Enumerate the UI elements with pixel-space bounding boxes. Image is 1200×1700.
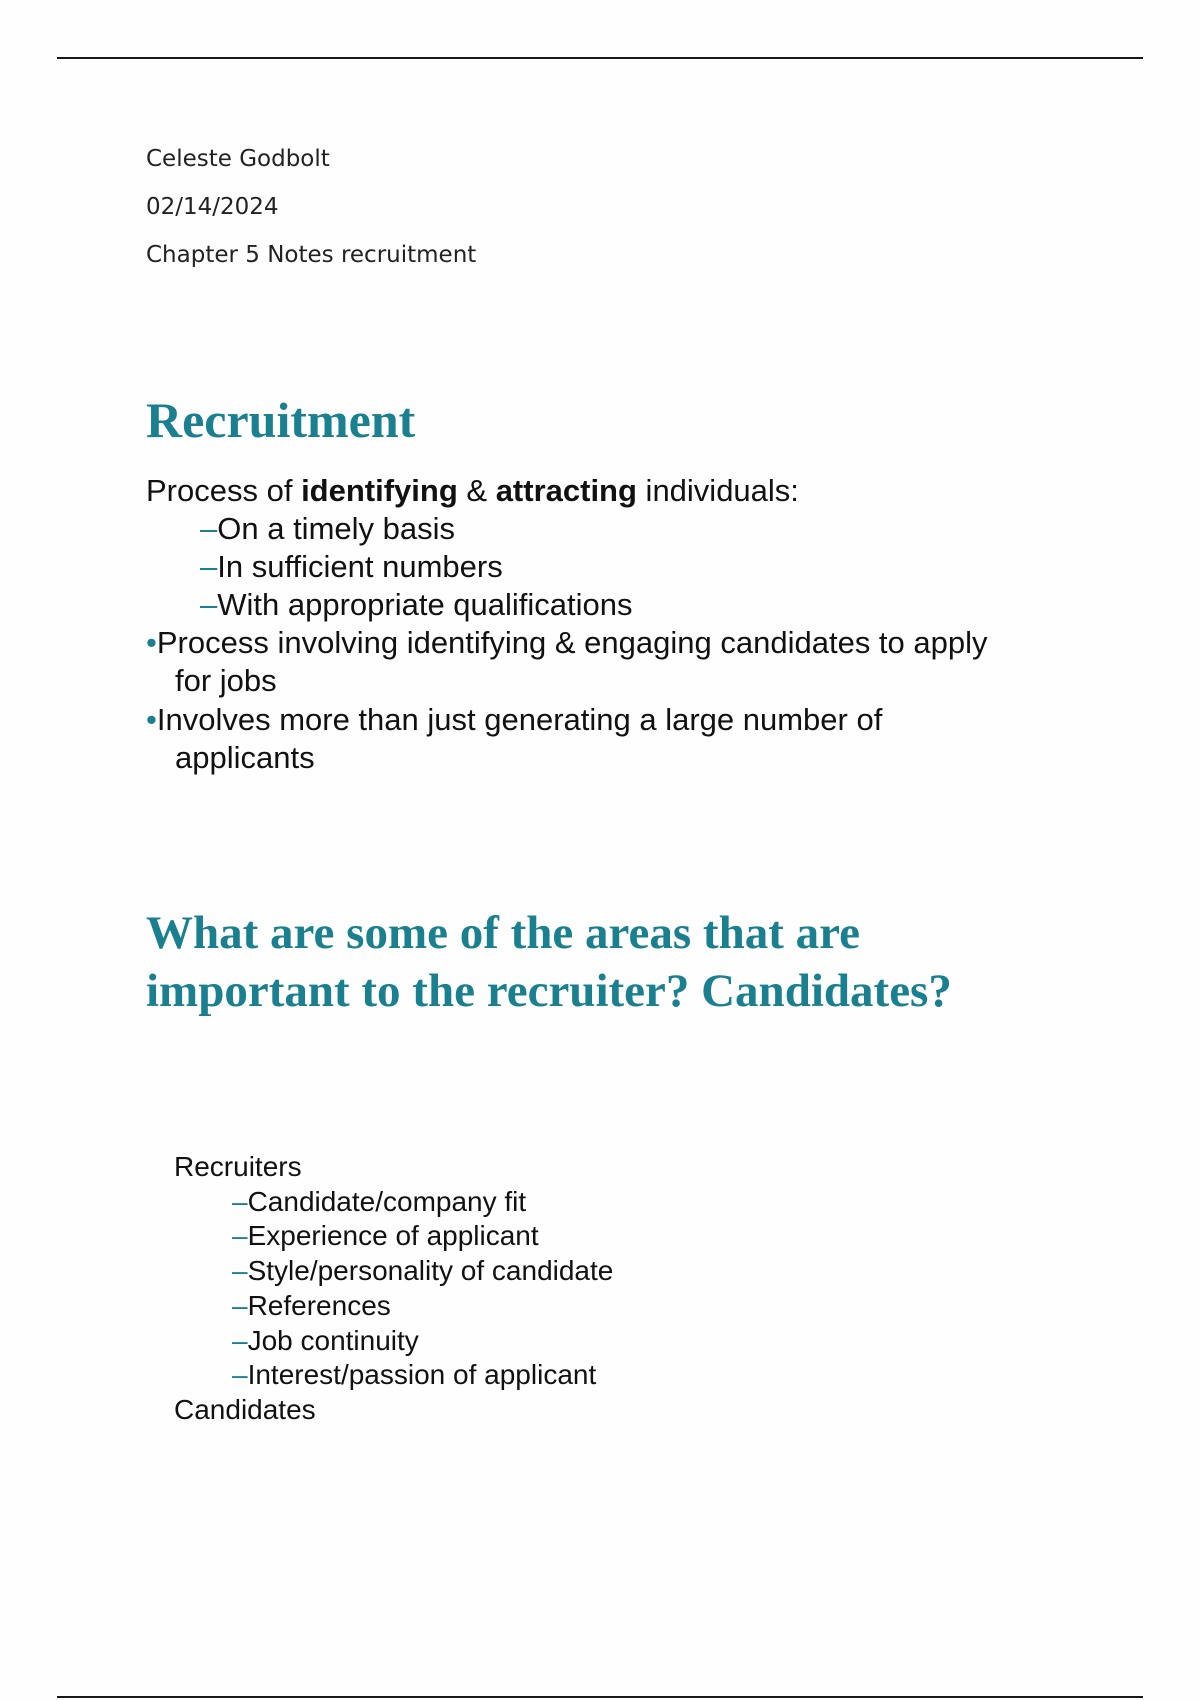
- bullet-icon: •: [146, 625, 157, 660]
- heading-line: What are some of the areas that are: [146, 907, 860, 959]
- bullet-text: Process involving identifying & engaging candidates to apply: [156, 625, 988, 660]
- recruiter-item: [232, 1185, 526, 1219]
- sub-item-text: With appropriate qualifications: [217, 587, 633, 622]
- intro-prefix: Process of: [146, 473, 302, 508]
- recruiter-item-text: Style/personality of candidate: [247, 1255, 614, 1286]
- recruiters-label: Recruiters: [174, 1151, 302, 1182]
- bottom-rule: [57, 1696, 1143, 1698]
- intro-bold-identifying: identifying: [301, 473, 458, 508]
- recruiter-item: [232, 1289, 391, 1323]
- bullet-continuation: for jobs: [175, 663, 277, 698]
- bullet-continuation: applicants: [175, 740, 315, 775]
- dash-marker: –: [232, 1290, 248, 1321]
- recruiter-item-text: Interest/passion of applicant: [247, 1359, 597, 1390]
- intro-middle: &: [457, 473, 496, 508]
- dash-marker: –: [232, 1220, 248, 1251]
- author-name: Celeste Godbolt: [146, 146, 330, 172]
- dash-marker: –: [232, 1359, 248, 1390]
- recruiter-item: [232, 1219, 539, 1253]
- recruiter-item-text: References: [247, 1290, 391, 1321]
- recruiter-item-text: Experience of applicant: [247, 1220, 539, 1251]
- bullet-icon: •: [146, 702, 157, 737]
- bullet-item: [146, 701, 882, 739]
- dash-marker: –: [232, 1186, 248, 1217]
- dash-marker: –: [200, 549, 218, 584]
- sub-item: [200, 586, 633, 624]
- dash-marker: –: [232, 1255, 248, 1286]
- document-date: 02/14/2024: [146, 194, 279, 220]
- sub-item: [200, 510, 455, 548]
- dash-marker: –: [232, 1325, 248, 1356]
- dash-marker: –: [200, 587, 218, 622]
- intro-suffix: individuals:: [636, 473, 799, 508]
- recruitment-heading: Recruitment: [146, 392, 416, 448]
- heading-line: important to the recruiter? Candidates?: [146, 965, 952, 1017]
- recruiter-item: [232, 1324, 419, 1358]
- recruiter-item-text: Job continuity: [247, 1325, 419, 1356]
- recruiter-item-text: Candidate/company fit: [247, 1186, 527, 1217]
- recruiter-item: [232, 1358, 596, 1392]
- recruiter-item: [232, 1254, 613, 1288]
- bullet-item: [146, 624, 988, 662]
- sub-item-text: In sufficient numbers: [217, 549, 503, 584]
- recruitment-definition: [146, 472, 799, 510]
- intro-bold-attracting: attracting: [495, 473, 637, 508]
- sub-item-text: On a timely basis: [217, 511, 456, 546]
- document-title: Chapter 5 Notes recruitment: [146, 242, 477, 268]
- candidates-label: Candidates: [174, 1394, 316, 1425]
- bullet-text: Involves more than just generating a large number of: [156, 702, 883, 737]
- top-rule: [57, 57, 1143, 59]
- areas-question-heading: [146, 904, 1086, 1020]
- dash-marker: –: [200, 511, 218, 546]
- sub-item: [200, 548, 503, 586]
